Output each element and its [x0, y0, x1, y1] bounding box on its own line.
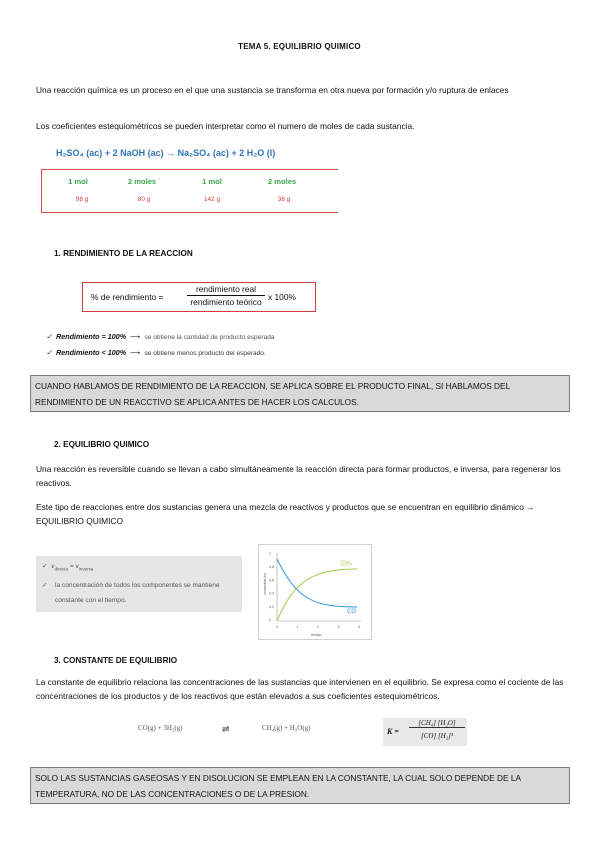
k-label: K =: [387, 727, 399, 736]
grams-cell: 98 g: [75, 196, 89, 203]
y-tick-label: 0,2: [269, 604, 274, 609]
condition-2: ✓ la concentración de todos los componentes se mantiene constante con el tiempo.: [42, 578, 238, 608]
constant-note-box: SOLO LAS SUSTANCIAS GASEOSAS Y EN DISOLUCION SE EMPLEAN EN LA CONSTANTE, LA CUAL SOLO DEPENDE DE LA TEMPERATURA, NO DE LAS CONCENTRACIONES O DE LA PRESION.: [30, 767, 570, 804]
grams-cell: 142 g: [204, 196, 220, 203]
check-2-text: se obtiene menos producto del esperado.: [144, 350, 266, 357]
section-2-heading: 2. EQUILIBRIO QUIMICO: [54, 440, 150, 449]
check-icon: ✓: [46, 348, 53, 357]
section-2-paragraph-2: Este tipo de reacciones entre dos sustancias genera una mezcla de reactivos y productos que se encuentran en equilibrio dinámico → EQUILIBRIO QUIMICO: [36, 502, 535, 526]
section-3-paragraph: La constante de equilibrio relaciona las concentraciones de las sustancias que intervienen en el equilibrio. Se expresa como el cociente de las concentraciones de los productos y de los reactivos que están elevados a sus coeficientes estequiométricos.: [36, 677, 564, 701]
arrow-icon: ⟶: [128, 332, 143, 341]
moles-cell: 1 mol: [202, 177, 222, 186]
yield-formula-box: [82, 282, 316, 312]
section-2-paragraph-1: Una reacción es reversible cuando se llevan a cabo simultáneamente la reacción directa para formar productos, e inversa, para regenerar los reactivos.: [36, 464, 561, 488]
grams-cell: 80 g: [137, 196, 151, 203]
x-tick-label: 0: [276, 625, 278, 629]
condition-1: ✓ $v_{directa} = v_{inversa}$: [42, 563, 94, 572]
check-item-2: [46, 348, 266, 357]
intro-paragraph-1: Una reacción química es un proceso en el que una sustancia se transforma en otra nueva por formación y/o ruptura de enlaces: [36, 85, 509, 95]
ch4-curve: [277, 569, 357, 621]
k-expression-box: [383, 718, 467, 746]
y-ticks: [269, 552, 274, 622]
y-tick-label: 0,4: [269, 591, 274, 596]
equation-h2o: + 2 H₂O (l): [231, 148, 276, 158]
intro-paragraph-2: Los coeficientes estequiométricos se pueden interpretar como el numero de moles de cada sustancia.: [36, 121, 415, 131]
arrow-icon: ⟶: [128, 348, 143, 357]
equilibrium-arrow-icon: ⇌: [222, 724, 230, 734]
x-tick-label: 2: [317, 625, 319, 629]
equilibrium-conditions-box: [36, 556, 242, 612]
moles-cell: 1 mol: [68, 177, 88, 186]
section-1-heading: 1. RENDIMIENTO DE LA REACCION: [54, 249, 193, 258]
page-title: TEMA 5. EQUILIBRIO QUIMICO: [238, 42, 361, 51]
moles-cell: 2 moles: [127, 177, 157, 186]
y-tick-label: 1: [269, 552, 271, 556]
formula-multiplier: x 100%: [268, 292, 296, 302]
moles-table: [41, 169, 338, 213]
equilibrium-reaction-left: CO(g) + 3H₂(g): [138, 724, 183, 732]
x-tick-label: 4: [358, 625, 360, 629]
grams-cell: 36 g: [277, 196, 291, 203]
moles-cell: 2 moles: [267, 177, 297, 186]
y-tick-label: 0,6: [269, 578, 274, 583]
x-axis-label: tiempo: [311, 633, 322, 637]
check-1-label: Rendimiento = 100%: [56, 332, 127, 341]
k-denominator: [CO] [H₂]³: [421, 732, 453, 740]
check-1-text: se obtiene la cantidad de producto esperada: [144, 334, 275, 341]
concentration-graph-svg: [259, 545, 371, 639]
check-2-label: Rendimiento < 100%: [56, 348, 127, 357]
equation-naoh: + 2 NaOH (ac): [104, 148, 164, 158]
chemical-equation: [56, 148, 275, 158]
formula-label: % de rendimiento =: [91, 292, 164, 302]
x-tick-label: 3: [337, 625, 340, 629]
check-icon: ✓: [46, 332, 53, 341]
check-icon: ✓: [42, 563, 48, 570]
check-icon: ✓: [42, 582, 48, 589]
x-ticks: [276, 625, 360, 629]
y-tick-label: 0: [269, 618, 271, 622]
equation-arrow: →: [166, 148, 176, 158]
equation-h2so4: H₂SO₄ (ac): [56, 148, 103, 158]
check-item-1: [46, 332, 275, 341]
yield-note-box: CUANDO HABLAMOS DE RENDIMIENTO DE LA REACCION, SE APLICA SOBRE EL PRODUCTO FINAL, SI HABLAMOS DEL RENDIMIENTO DE UN REACCTIVO SE APLICA ANTES DE HACER LOS CALCULOS.: [30, 375, 570, 412]
label-ch4: CH₄: [341, 561, 353, 567]
equation-na2so4: Na₂SO₄ (ac): [177, 148, 229, 158]
y-tick-label: 0,8: [269, 565, 274, 570]
formula-denominator: rendimiento teórico: [190, 297, 262, 307]
k-numerator: [CH₄] [H₂O]: [409, 719, 465, 728]
x-tick-label: 1: [296, 625, 299, 629]
concentration-graph: [258, 544, 372, 640]
equilibrium-reaction-right: CH₄(g) + H₂O(g): [262, 724, 311, 732]
section-3-heading: 3. CONSTANTE DE EQUILIBRIO: [54, 656, 178, 665]
label-co: CO: [347, 609, 356, 615]
formula-numerator: rendimiento real: [187, 284, 265, 296]
y-axis-label: concentración: [263, 573, 267, 595]
